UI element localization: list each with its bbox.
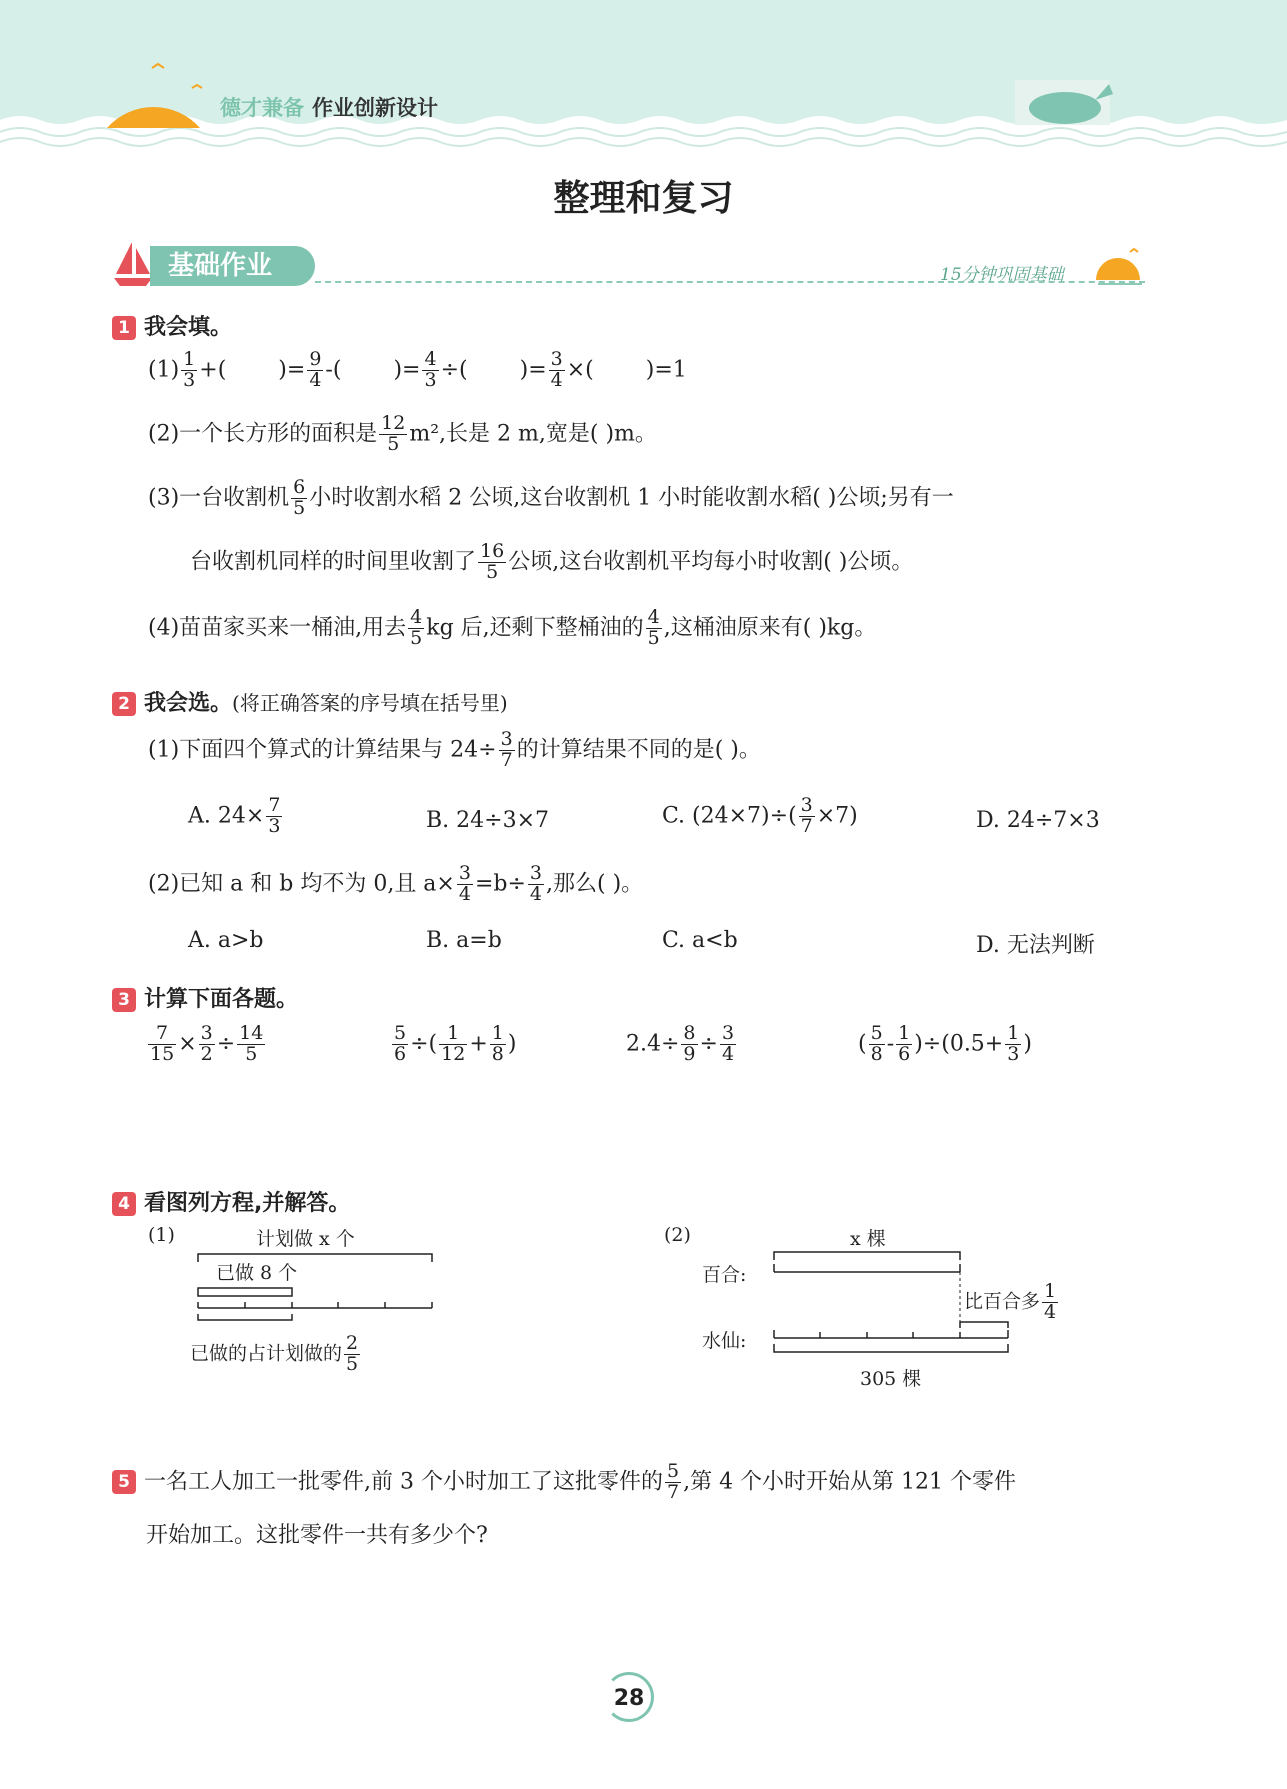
- diagram2-row1-label: 百合:: [702, 1264, 747, 1286]
- q2-p2-option-b[interactable]: B. a=b: [426, 928, 502, 953]
- frac: $\frac{4}{3}$: [424, 348, 437, 391]
- frac: $\frac{16}{5}$: [480, 540, 505, 583]
- q2-p2-option-c[interactable]: C. a<b: [662, 928, 738, 953]
- frac: $\frac{3}{2}$: [200, 1022, 213, 1065]
- frac: $\frac{3}{4}$: [458, 862, 471, 905]
- header-decoration: [0, 0, 1287, 160]
- q1-p1-label: (1): [148, 357, 180, 383]
- diagram2-label: (2): [664, 1224, 691, 1246]
- frac: $\frac{3}{4}$: [721, 1022, 735, 1065]
- frac: $\frac{3}{7}$: [800, 794, 813, 837]
- q2-subtitle: (将正确答案的序号填在括号里): [232, 691, 508, 715]
- q3-heading: [112, 982, 298, 1013]
- q4-number: 4: [112, 1192, 136, 1216]
- frac: $\frac{3}{4}$: [550, 348, 563, 391]
- q5-line1: 5 一名工人加工一批零件,前 3 个小时加工了这批零件的 $\frac{5}{7}$ ,第 4 个小时开始从第 121 个零件: [112, 1462, 1016, 1503]
- q2-p1-option-b[interactable]: B. 24÷3×7: [426, 808, 550, 833]
- frac: $\frac{5}{8}$: [870, 1022, 883, 1065]
- frac: $\frac{8}{9}$: [683, 1022, 696, 1065]
- frac: $\frac{12}{5}$: [381, 412, 406, 455]
- q2-p1-option-d[interactable]: D. 24÷7×3: [976, 808, 1100, 833]
- q1-part3-cont: 台收割机同样的时间里收割了 $\frac{16}{5}$ 公顷,这台收割机平均每小时收割( )公顷。: [190, 540, 914, 583]
- q5-line2: 开始加工。这批零件一共有多少个?: [146, 1523, 488, 1548]
- frac: $\frac{7}{15}$: [150, 1022, 175, 1065]
- q5-number: 5: [112, 1470, 136, 1494]
- frac: $\frac{14}{5}$: [239, 1022, 264, 1065]
- brand: [220, 92, 438, 122]
- q1-part4: (4)苗苗家买来一桶油,用去 $\frac{4}{5}$ kg 后,还剩下整桶油的 $\frac{4}{5}$ ,这桶油原来有( )kg。: [148, 606, 877, 649]
- diagram2-row2-label: 水仙:: [702, 1330, 747, 1352]
- frac: $\frac{1}{3}$: [183, 348, 196, 391]
- frac: $\frac{5}{7}$: [666, 1460, 680, 1503]
- frac: $\frac{1}{3}$: [1007, 1022, 1020, 1065]
- q1-part3: (3)一台收割机 $\frac{6}{5}$ 小时收割水稻 2 公顷,这台收割机 1 小时能收割水稻( )公顷;另有一: [148, 476, 954, 519]
- q3-expr3: 2.4÷ $\frac{8}{9}$ ÷ $\frac{3}{4}$: [626, 1022, 735, 1065]
- diagram1-bar: [190, 1250, 440, 1340]
- frac: $\frac{1}{8}$: [491, 1022, 504, 1065]
- q3-expr2: $\frac{5}{6}$ ÷( $\frac{1}{12}$ + $\frac{1}{8}$ ): [394, 1022, 517, 1065]
- diagram1-bottom-label: 已做的占计划做的 $\frac{2}{5}$: [190, 1332, 359, 1375]
- q4-title: 看图列方程,并解答。: [144, 1191, 351, 1216]
- frac: $\frac{6}{5}$: [293, 476, 306, 519]
- frac: $\frac{4}{5}$: [410, 606, 423, 649]
- q2-part1: (1)下面四个算式的计算结果与 24÷ $\frac{3}{7}$ 的计算结果不同的是( )。: [148, 728, 761, 771]
- q2-p1-option-a[interactable]: A. 24× $\frac{7}{3}$: [188, 794, 281, 837]
- q2-p2-option-d[interactable]: D. 无法判断: [976, 933, 1095, 958]
- q3-expr1: $\frac{7}{15}$ × $\frac{3}{2}$ ÷ $\frac{14}{5}$: [150, 1022, 264, 1065]
- q4-heading: [112, 1186, 350, 1217]
- frac: $\frac{1}{6}$: [898, 1022, 911, 1065]
- frac: $\frac{7}{3}$: [268, 794, 281, 837]
- frac: $\frac{4}{5}$: [647, 606, 660, 649]
- q3-expr4: ( $\frac{5}{8}$ - $\frac{1}{6}$ )÷(0.5+ $\frac{1}{3}$ ): [858, 1022, 1032, 1065]
- diagram2-bottom-label: 305 棵: [860, 1368, 922, 1390]
- section-banner: 基础作业: [150, 246, 315, 286]
- sailboat-icon: [112, 238, 154, 288]
- brand-green: 德才兼备: [220, 96, 304, 120]
- diagram1-label: (1): [148, 1224, 175, 1246]
- q3-title: 计算下面各题。: [144, 987, 299, 1012]
- q1-part1: (1) $\frac{1}{3}$ +( )= $\frac{9}{4}$ -( )= $\frac{4}{3}$ ÷( )= $\frac{3}{4}$ ×( )=1: [148, 348, 687, 391]
- frac: $\frac{2}{5}$: [346, 1332, 359, 1375]
- q2-number: 2: [112, 692, 136, 716]
- brand-dark: 作业创新设计: [312, 96, 438, 120]
- q1-heading: [112, 310, 232, 341]
- q3-number: 3: [112, 988, 136, 1012]
- diagram1-top-label: 计划做 x 个: [256, 1228, 355, 1250]
- diagram1-done-label: 已做 8 个: [216, 1262, 298, 1284]
- page-number: 28: [604, 1672, 654, 1722]
- section-note: 15分钟巩固基础: [940, 265, 1064, 285]
- frac: $\frac{3}{7}$: [500, 728, 513, 771]
- frac: $\frac{1}{4}$: [1044, 1280, 1057, 1323]
- q1-part2: (2)一个长方形的面积是 $\frac{12}{5}$ m²,长是 2 m,宽是( )m。: [148, 412, 657, 455]
- q2-p2-option-a[interactable]: A. a>b: [188, 928, 264, 953]
- frac: $\frac{3}{4}$: [529, 862, 543, 905]
- sun-icon: [1092, 246, 1148, 290]
- frac: $\frac{1}{12}$: [441, 1022, 466, 1065]
- q1-title: 我会填。: [144, 315, 233, 340]
- frac: $\frac{5}{6}$: [394, 1022, 407, 1065]
- diagram2-top-label: x 棵: [850, 1228, 886, 1250]
- diagram2-side-label: 比百合多 $\frac{1}{4}$: [964, 1280, 1057, 1323]
- q2-heading: [112, 686, 508, 717]
- page-title: 整理和复习: [553, 178, 734, 219]
- q2-p1-option-c[interactable]: C. (24×7)÷( $\frac{3}{7}$ ×7): [662, 794, 858, 837]
- q2-title: 我会选。: [144, 691, 233, 716]
- frac: $\frac{9}{4}$: [309, 348, 322, 391]
- q1-number: 1: [112, 316, 136, 340]
- q2-part2: (2)已知 a 和 b 均不为 0,且 a× $\frac{3}{4}$ =b÷ $\frac{3}{4}$ ,那么( )。: [148, 862, 644, 905]
